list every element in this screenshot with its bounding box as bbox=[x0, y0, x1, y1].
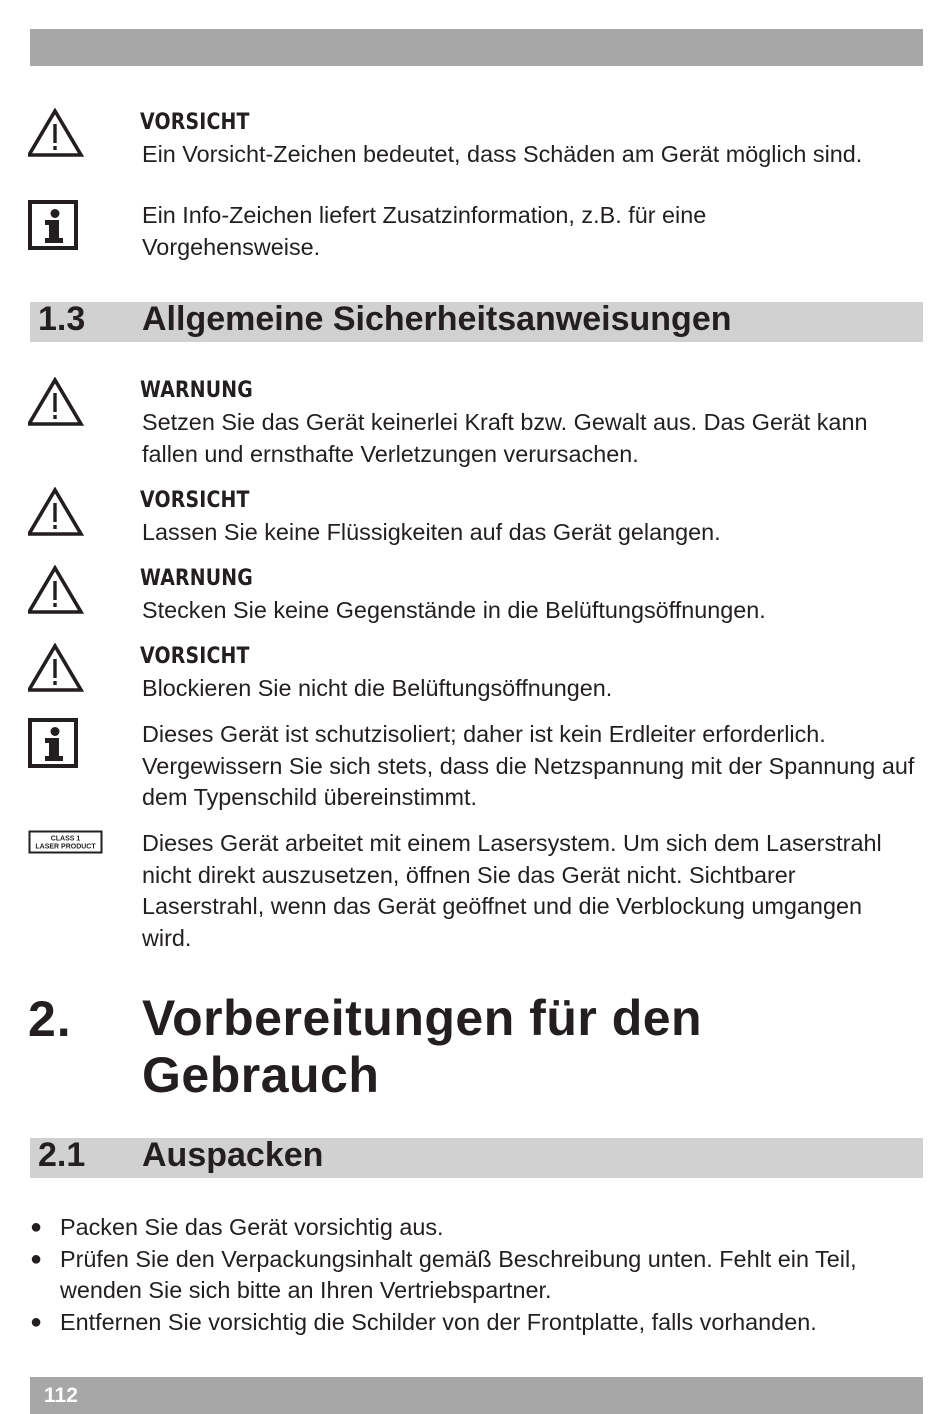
list-item: ● Entfernen Sie vorsichtig die Schilder von der Frontplatte, falls vorhanden. bbox=[30, 1307, 930, 1339]
chapter-title bbox=[142, 990, 702, 1104]
info-text: Ein Info-Zeichen liefert Zusatzinformation, z.B. für eine Vorgehensweise. bbox=[142, 202, 707, 260]
list-item: ● Prüfen Sie den Verpackungsinhalt gemäß Beschreibung unten. Fehlt ein Teil, wenden Sie sich bitte an Ihren Vertriebspartner. bbox=[30, 1245, 857, 1304]
section-heading-2-1 bbox=[30, 1138, 923, 1178]
warning-label: WARNUNG bbox=[140, 378, 254, 403]
caution-label: VORSICHT bbox=[140, 110, 250, 135]
unpacking-list bbox=[30, 1212, 930, 1338]
bullet-icon: ● bbox=[30, 1247, 43, 1270]
caution-text: Ein Vorsicht-Zeichen bedeutet, dass Schäden am Gerät möglich sind. bbox=[142, 141, 863, 167]
caution-text: Lassen Sie keine Flüssigkeiten auf das Gerät gelangen. bbox=[142, 519, 721, 545]
chapter-title-line-1: Vorbereitungen für den bbox=[142, 990, 703, 1046]
laser-class-1-label-icon bbox=[28, 830, 104, 855]
caution-text: Blockieren Sie nicht die Belüftungsöffnungen. bbox=[142, 675, 613, 701]
info-text: Dieses Gerät ist schutzisoliert; daher ist kein Erdleiter erforderlich. Vergewissern Sie sich stets, dass die Netzspannung mit der Spannung auf dem Typenschild übereinstimmt. bbox=[142, 721, 915, 811]
laser-text: Dieses Gerät arbeitet mit einem Lasersystem. Um sich dem Laserstrahl nicht direkt auszusetzen, öffnen Sie das Gerät nicht. Sichtbarer Laserstrahl, wenn das Gerät geöffnet und die Verblockung umgangen wird. bbox=[142, 830, 882, 951]
chapter-title-line-2: Gebrauch bbox=[142, 1047, 380, 1103]
info-icon bbox=[28, 200, 80, 252]
warning-triangle-icon bbox=[28, 487, 84, 537]
laser-badge-product: LASER PRODUCT bbox=[35, 843, 96, 851]
laser-badge-class: CLASS 1 bbox=[50, 835, 81, 843]
warning-triangle-icon bbox=[28, 565, 84, 615]
warning-triangle-icon bbox=[28, 108, 84, 158]
bullet-icon: ● bbox=[30, 1310, 43, 1333]
section-number: 2.1 bbox=[38, 1136, 86, 1174]
list-item: ● Packen Sie das Gerät vorsichtig aus. bbox=[30, 1212, 930, 1244]
chapter-number: 2. bbox=[28, 991, 72, 1047]
page-number: 112 bbox=[44, 1384, 78, 1407]
section-number: 1.3 bbox=[38, 300, 86, 338]
caution-label: VORSICHT bbox=[140, 644, 250, 669]
footer-bar bbox=[30, 1377, 923, 1414]
warning-triangle-icon bbox=[28, 643, 84, 693]
warning-label: WARNUNG bbox=[140, 566, 254, 591]
warning-text: Stecken Sie keine Gegenstände in die Belüftungsöffnungen. bbox=[142, 597, 766, 623]
section-heading-1-3 bbox=[30, 302, 923, 342]
info-icon bbox=[28, 718, 80, 770]
bullet-icon: ● bbox=[30, 1216, 43, 1238]
warning-text: Setzen Sie das Gerät keinerlei Kraft bzw. Gewalt aus. Das Gerät kann fallen und ernsthafte Verletzungen verursachen. bbox=[142, 409, 868, 467]
header-bar bbox=[30, 29, 923, 66]
section-title: Auspacken bbox=[142, 1136, 324, 1174]
section-title: Allgemeine Sicherheitsanweisungen bbox=[142, 300, 732, 338]
caution-label: VORSICHT bbox=[140, 488, 250, 513]
warning-triangle-icon bbox=[28, 377, 84, 427]
